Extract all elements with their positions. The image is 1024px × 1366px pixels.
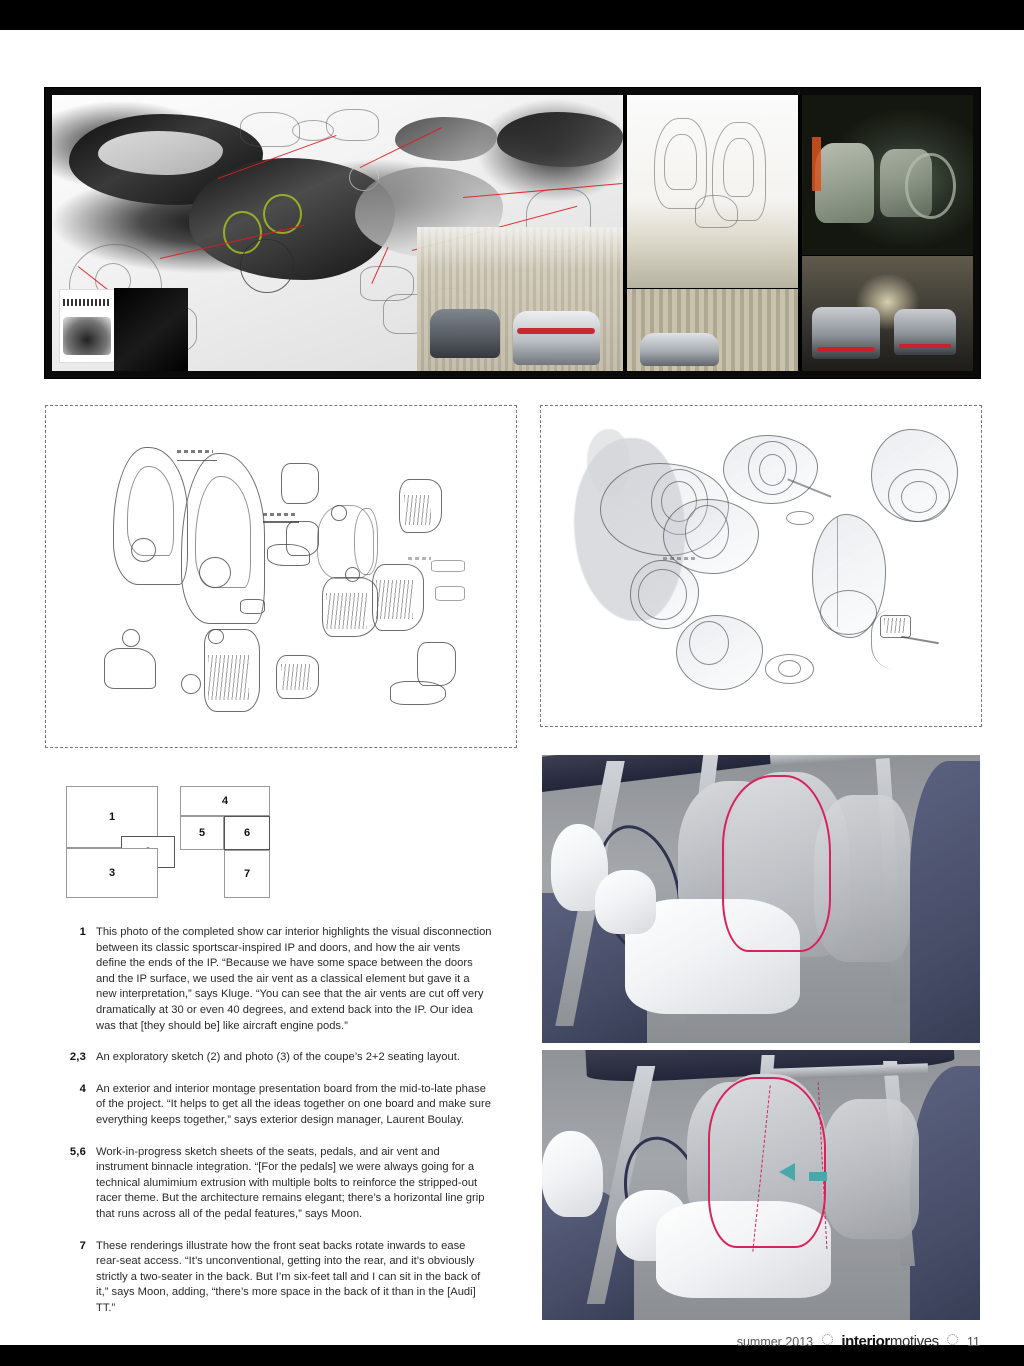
key-label-1: 1 [108, 811, 116, 823]
caption-item [60, 1050, 492, 1066]
caption-number: 2,3 [69, 1051, 86, 1064]
seat-highlight-outline [722, 775, 831, 952]
rotation-arrow-tail [809, 1172, 827, 1181]
montage-interior-photo [802, 95, 973, 255]
key-box-3 [66, 848, 158, 898]
caption-number: 5,6 [69, 1145, 86, 1158]
key-box-6 [224, 816, 270, 850]
montage-city-photo [417, 227, 623, 371]
rotation-arrow-icon [779, 1163, 795, 1181]
dotted-ring-icon [822, 1334, 833, 1345]
key-box-4 [180, 786, 270, 816]
caption-item [60, 925, 492, 1034]
montage-seat-sketch-cell [627, 95, 798, 288]
caption-text: These renderings illustrate how the front seat backs rotate inwards to ease rear-seat access. “It’s unconventional, getting into the rear, and it’s obviously strictly a two-seater in the back. But I’m six-feet tall and I can sit in the back of it,” says Moon, adding, “there’s more space in the back of it than in the [Audi] TT.” [96, 1239, 481, 1314]
caption-number: 7 [79, 1239, 86, 1252]
key-label-7: 7 [243, 868, 251, 880]
page-footer [0, 1333, 1024, 1359]
magazine-page [0, 30, 1024, 1350]
montage-thumbnail-inset [59, 289, 115, 363]
key-label-5: 5 [198, 827, 206, 839]
montage-street-photo [627, 289, 798, 371]
brand-name-bold: interior [841, 1333, 890, 1350]
brand-name-light: motives [889, 1333, 939, 1350]
figure-sketch-sheet-seats-pedals [45, 405, 517, 748]
key-label-4: 4 [221, 795, 229, 807]
caption-number: 4 [79, 1082, 86, 1095]
key-box-5 [180, 816, 224, 850]
key-box-7 [224, 850, 270, 898]
key-label-3: 3 [108, 867, 116, 879]
key-label-6: 6 [243, 827, 251, 839]
montage-sketch-sheet [52, 95, 623, 371]
caption-item [60, 1082, 492, 1129]
page-top-black-bar [0, 0, 1024, 30]
caption-text: Work-in-progress sketch sheets of the seats, pedals, and air vent and instrument binnacle integration. “[For the pedals] we were always going for a technical alumimium extrusion with multiple bolts to reinforce the stripped-out racer theme. But the architecture remains elegant; there’s a horizontal line grip that runs across all of the pedal features,” says Moon. [96, 1145, 485, 1220]
issue-label: summer 2013 [736, 1335, 814, 1349]
montage-dark-inset [114, 288, 188, 371]
caption-list [60, 925, 492, 1332]
montage-night-cars-photo [802, 256, 973, 371]
page-number: 11 [967, 1335, 980, 1349]
figure-sketch-sheet-air-vents [540, 405, 982, 727]
figure-layout-key [66, 786, 270, 899]
caption-number: 1 [79, 926, 86, 938]
caption-item [60, 1145, 492, 1223]
caption-text: An exploratory sketch (2) and photo (3) of the coupe’s 2+2 seating layout. [96, 1051, 460, 1064]
caption-text: An exterior and interior montage presentation board from the mid-to-late phase of the project. “It helps to get all the ideas together on one board and make sure everything keeps together,” says exterior design manager, Laurent Boulay. [96, 1082, 491, 1126]
caption-text: This photo of the completed show car interior highlights the visual disconnection between its classic sportscar-inspired IP and doors, and how the air vents define the ends of the IP. “Because we have some space between the doors and the IP surface, we used the air vent as a classical element but gave it a new interpretation,” says Kluge. “You can see that the air vents are cut off very dramatically at 30 or even 40 degrees, and extend back into the IP. Our idea was that [they should be] like aircraft engine pods.” [96, 926, 492, 1032]
caption-item [60, 1239, 492, 1317]
figure-rendering-upper [542, 755, 980, 1043]
figure-montage-board [45, 88, 980, 378]
dotted-ring-icon [947, 1334, 958, 1345]
figure-rendering-lower [542, 1050, 980, 1320]
